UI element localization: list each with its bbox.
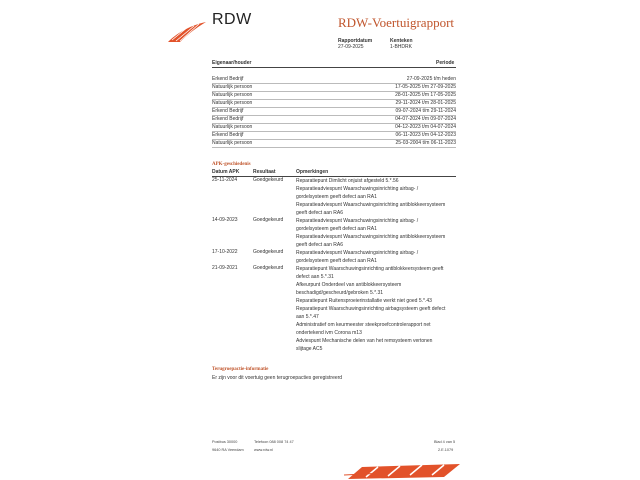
plate-label: Kenteken (390, 38, 413, 44)
apk-remark-line: gordelsysteem geeft defect aan RA1 (296, 226, 377, 232)
apk-result: Goedgekeurd (253, 265, 284, 271)
apk-remark-line: defect aan 5.*.31 (296, 274, 334, 280)
recall-text: Er zijn voor dit voertuig geen terugroepacties geregistreerd (212, 375, 343, 381)
owner-column-header: Eigenaar/houder (212, 60, 252, 66)
apk-date-header: Datum APK (212, 169, 240, 175)
owner-period: 06-11-2023 t/m 04-12-2023 (395, 132, 456, 138)
apk-result: Goedgekeurd (253, 249, 284, 255)
owner-period: 29-11-2024 t/m 28-01-2025 (395, 100, 456, 106)
apk-result-header: Resultaat (253, 169, 276, 175)
apk-remarks (296, 265, 456, 353)
footer-page: Blad 4 van 5 (434, 440, 456, 444)
apk-remark-line: geeft defect aan RA6 (296, 210, 343, 216)
owner-type: Erkend Bedrijf (212, 108, 244, 114)
owner-type: Erkend Bedrijf (212, 76, 244, 82)
report-date-label: Rapportdatum (338, 38, 373, 44)
apk-remark-line: Adviespunt Mechanische delen van het remsysteem vertonen (296, 338, 433, 344)
owner-period: 27-09-2025 t/m heden (406, 76, 456, 82)
apk-remark-line: beschadigd/gescheurd/gebroken 5.*.31 (296, 290, 384, 296)
apk-remark-line: Reparatiepunt Dimlicht onjuist afgesteld 5.*.56 (296, 178, 399, 184)
apk-remarks (296, 177, 456, 217)
apk-result: Goedgekeurd (253, 177, 284, 183)
apk-section-title: APK-geschiedenis (212, 162, 251, 167)
owner-period: 17-05-2025 t/m 27-09-2025 (395, 84, 456, 90)
owner-period: 25-03-2004 t/m 06-11-2023 (395, 140, 456, 146)
apk-remark-line: geeft defect aan RA6 (296, 242, 343, 248)
apk-remark-line: slijtage AC5 (296, 346, 323, 352)
apk-remark-line: gordelsysteem geeft defect aan RA1 (296, 258, 377, 264)
apk-date: 21-09-2021 (212, 265, 238, 271)
owner-type: Natuurlijk persoon (212, 92, 253, 98)
owner-row (212, 139, 456, 148)
apk-remark-line: Reparatieadviespunt Waarschuwingsinrichting airbag- / (296, 250, 419, 256)
apk-date: 14-09-2023 (212, 217, 238, 223)
report-date: 27-09-2025 (338, 44, 364, 50)
plate-value: 1-BHDRK (390, 44, 412, 50)
apk-remark-line: Reparatieadviespunt Waarschuwingsinrichting antiblokkeersysteem (296, 234, 446, 240)
footer-phone: Telefoon 088 008 74 47 (254, 440, 294, 444)
apk-remarks (296, 249, 456, 265)
owner-type: Natuurlijk persoon (212, 100, 253, 106)
apk-remark-line: Reparatiepunt Waarschuwingsinrichting antiblokkeersysteem geeft (296, 266, 444, 272)
apk-date: 25-11-2024 (212, 177, 238, 183)
apk-remark-line: ondertekend ivm Corona m13 (296, 330, 362, 336)
owners-header-rule (212, 67, 456, 68)
apk-remark-line: Reparatiepunt Ruitensproeierinstallatie werkt niet goed 5.*.43 (296, 298, 432, 304)
owner-period: 04-07-2024 t/m 09-07-2024 (395, 116, 456, 122)
apk-date: 17-10-2022 (212, 249, 238, 255)
apk-remark-line: Reparatiepunt Waarschuwingsinrichting airbagsysteem geeft defect (296, 306, 446, 312)
recall-section-title: Terugroepactie-informatie (212, 367, 269, 372)
apk-remark-line: gordelsysteem geeft defect aan RA1 (296, 194, 377, 200)
apk-remark-line: Reparatieadviespunt Waarschuwingsinrichting airbag- / (296, 218, 419, 224)
owner-period: 09-07-2024 t/m 29-11-2024 (395, 108, 456, 114)
owner-type: Natuurlijk persoon (212, 124, 253, 130)
apk-remark-line: Afkeurpunt Onderdeel van antiblokkeersysteem (296, 282, 402, 288)
document-title: RDW-Voertuigrapport (338, 15, 455, 30)
apk-remark-line: Administratief om keurmeester steekproefcontrolerapport net (296, 322, 431, 328)
footer-city: 9640 RA Veendam (212, 448, 244, 452)
footer-postbus: Postbus 30000 (212, 440, 238, 444)
apk-remarks-header: Opmerkingen (296, 169, 329, 175)
owner-type: Erkend Bedrijf (212, 116, 244, 122)
footer-web: www.rdw.nl (254, 448, 273, 452)
period-column-header: Periode (436, 60, 455, 66)
owner-period: 28-01-2025 t/m 17-05-2025 (395, 92, 456, 98)
owner-type: Natuurlijk persoon (212, 84, 253, 90)
owner-type: Erkend Bedrijf (212, 132, 244, 138)
logo-text: RDW (212, 11, 252, 28)
owner-period: 04-12-2023 t/m 04-07-2024 (395, 124, 456, 130)
rdw-logo-icon (166, 20, 208, 44)
apk-remark-line: Reparatieadviespunt Waarschuwingsinrichting antiblokkeersysteem (296, 202, 446, 208)
owner-type: Natuurlijk persoon (212, 140, 253, 146)
apk-remark-line: aan 5.*.47 (296, 314, 319, 320)
apk-remark-line: Reparatieadviespunt Waarschuwingsinrichting airbag- / (296, 186, 419, 192)
apk-result: Goedgekeurd (253, 217, 284, 223)
footer-stripe-graphic (344, 463, 464, 480)
apk-remarks (296, 217, 456, 249)
footer-code: 2.E.1079 (438, 448, 454, 452)
